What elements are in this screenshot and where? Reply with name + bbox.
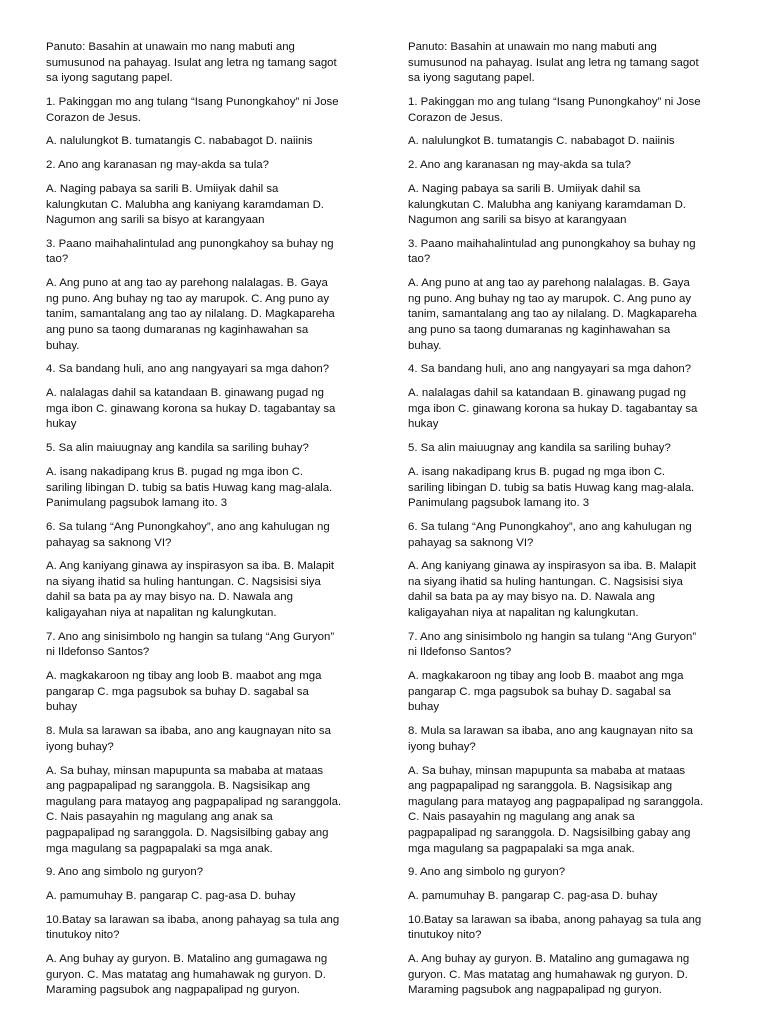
options-2: A. Naging pabaya sa sarili B. Umiiyak dahil sa kalungkutan C. Malubha ang kaniyang karamdaman D. Nagumon ang sarili sa bisyo at karangyaan [408, 182, 686, 227]
options-7: A. magkakaroon ng tibay ang loob B. maabot ang mga pangarap C. mga pagsubok sa buhay D. sagabal sa buhay [408, 670, 684, 714]
question-2: 2. Ano ang karanasan ng may-akda sa tula? [408, 159, 631, 172]
question-9: 9. Ano ang simbolo ng guryon? [408, 866, 566, 879]
question-5: 5. Sa alin maiuugnay ang kandila sa sariling buhay? [46, 442, 309, 455]
question-1: 1. Pakinggan mo ang tulang “Isang Punongkahoy” ni Jose Corazon de Jesus. [46, 95, 339, 124]
options-3: A. Ang puno at ang tao ay parehong nalalagas. B. Gaya ng puno. Ang buhay ng tao ay marupok. C. Ang puno ay tanim, samantalang ang tao ay nilalang. D. Magkapareha ang puno sa taong dumaranas ng kaginhawahan sa buhay. [408, 277, 697, 352]
question-5: 5. Sa alin maiuugnay ang kandila sa sariling buhay? [408, 442, 671, 455]
options-2: A. Naging pabaya sa sarili B. Umiiyak dahil sa kalungkutan C. Malubha ang kaniyang karamdaman D. Nagumon ang sarili sa bisyo at karangyaan [46, 182, 324, 227]
question-7: 7. Ano ang sinisimbolo ng hangin sa tulang “Ang Guryon” ni Ildefonso Santos? [46, 630, 335, 659]
options-6: A. Ang kaniyang ginawa ay inspirasyon sa iba. B. Malapit na siyang ihatid sa huling hantungan. C. Nagsisisi siya dahil sa bata pa ay may bisyo na. D. Nawala ang kaligayahan niya at napalitan ng kalungkutan. [408, 560, 697, 620]
options-1: A. nalulungkot B. tumatangis C. nababagot D. naiinis [408, 135, 675, 148]
options-7: A. magkakaroon ng tibay ang loob B. maabot ang mga pangarap C. mga pagsubok sa buhay D. sagabal sa buhay [46, 670, 322, 714]
question-2: 2. Ano ang karanasan ng may-akda sa tula? [46, 159, 269, 172]
options-3: A. Ang puno at ang tao ay parehong nalalagas. B. Gaya ng puno. Ang buhay ng tao ay marupok. C. Ang puno ay tanim, samantalang ang tao ay nilalang. D. Magkapareha ang puno sa taong dumaranas ng kaginhawahan sa buhay. [46, 277, 335, 352]
options-10: A. Ang buhay ay guryon. B. Matalino ang gumagawa ng guryon. C. Mas matatag ang humahawak ng guryon. D. Maraming pagsubok ang nagpapalipad ng guryon. [46, 953, 328, 997]
right-column [408, 40, 704, 1007]
options-1: A. nalulungkot B. tumatangis C. nababagot D. naiinis [46, 135, 313, 148]
question-6: 6. Sa tulang “Ang Punongkahoy”, ano ang kahulugan ng pahayag sa saknong VI? [408, 520, 692, 549]
question-10: 10.Batay sa larawan sa ibaba, anong pahayag sa tula ang tinutukoy nito? [46, 913, 340, 942]
question-6: 6. Sa tulang “Ang Punongkahoy”, ano ang kahulugan ng pahayag sa saknong VI? [46, 520, 330, 549]
question-4: 4. Sa bandang huli, ano ang nangyayari sa mga dahon? [46, 363, 330, 376]
question-9: 9. Ano ang simbolo ng guryon? [46, 866, 204, 879]
options-4: A. nalalagas dahil sa katandaan B. ginawang pugad ng mga ibon C. ginawang korona sa hukay D. tagabantay sa hukay [408, 387, 698, 431]
options-9: A. pamumuhay B. pangarap C. pag-asa D. buhay [408, 890, 658, 903]
question-1: 1. Pakinggan mo ang tulang “Isang Punongkahoy” ni Jose Corazon de Jesus. [408, 95, 701, 124]
question-10: 10.Batay sa larawan sa ibaba, anong pahayag sa tula ang tinutukoy nito? [408, 913, 702, 942]
options-8: A. Sa buhay, minsan mapupunta sa mababa at mataas ang pagpapalipad ng saranggola. B. Nagsisikap ang magulang para matayog ang pagpapalipad ng saranggola. C. Nais pasayahin ng magulang ang anak sa pagpapalipad ng saranggola. D. Nagsisilbing gabay ang mga magulang sa pagpapalaki sa mga anak. [408, 764, 704, 855]
question-8: 8. Mula sa larawan sa ibaba, ano ang kaugnayan nito sa iyong buhay? [46, 725, 331, 753]
question-3: 3. Paano maihahalintulad ang punongkahoy sa buhay ng tao? [408, 237, 696, 266]
options-8: A. Sa buhay, minsan mapupunta sa mababa at mataas ang pagpapalipad ng saranggola. B. Nagsisikap ang magulang para matayog ang pagpapalipad ng saranggola. C. Nais pasayahin ng magulang ang anak sa pagpapalipad ng saranggola. D. Nagsisilbing gabay ang mga magulang sa pagpapalaki sa mga anak. [46, 764, 342, 855]
question-4: 4. Sa bandang huli, ano ang nangyayari sa mga dahon? [408, 363, 692, 376]
left-column [46, 40, 342, 1007]
options-6: A. Ang kaniyang ginawa ay inspirasyon sa iba. B. Malapit na siyang ihatid sa huling hantungan. C. Nagsisisi siya dahil sa bata pa ay may bisyo na. D. Nawala ang kaligayahan niya at napalitan ng kalungkutan. [46, 560, 335, 620]
question-8: 8. Mula sa larawan sa ibaba, ano ang kaugnayan nito sa iyong buhay? [408, 725, 693, 753]
instructions: Panuto: Basahin at unawain mo nang mabuti ang sumusunod na pahayag. Isulat ang letra ng tamang sagot sa iyong sagutang papel. [408, 41, 699, 85]
options-9: A. pamumuhay B. pangarap C. pag-asa D. buhay [46, 890, 296, 903]
options-10: A. Ang buhay ay guryon. B. Matalino ang gumagawa ng guryon. C. Mas matatag ang humahawak ng guryon. D. Maraming pagsubok ang nagpapalipad ng guryon. [408, 953, 690, 997]
instructions: Panuto: Basahin at unawain mo nang mabuti ang sumusunod na pahayag. Isulat ang letra ng tamang sagot sa iyong sagutang papel. [46, 41, 337, 85]
options-5: A. isang nakadipang krus B. pugad ng mga ibon C. sariling libingan D. tubig sa batis Huwag kang mag-alala. Panimulang pagsubok lamang ito. 3 [46, 465, 333, 510]
options-4: A. nalalagas dahil sa katandaan B. ginawang pugad ng mga ibon C. ginawang korona sa hukay D. tagabantay sa hukay [46, 387, 336, 431]
question-7: 7. Ano ang sinisimbolo ng hangin sa tulang “Ang Guryon” ni Ildefonso Santos? [408, 630, 697, 659]
question-3: 3. Paano maihahalintulad ang punongkahoy sa buhay ng tao? [46, 237, 334, 266]
options-5: A. isang nakadipang krus B. pugad ng mga ibon C. sariling libingan D. tubig sa batis Huwag kang mag-alala. Panimulang pagsubok lamang ito. 3 [408, 465, 695, 510]
